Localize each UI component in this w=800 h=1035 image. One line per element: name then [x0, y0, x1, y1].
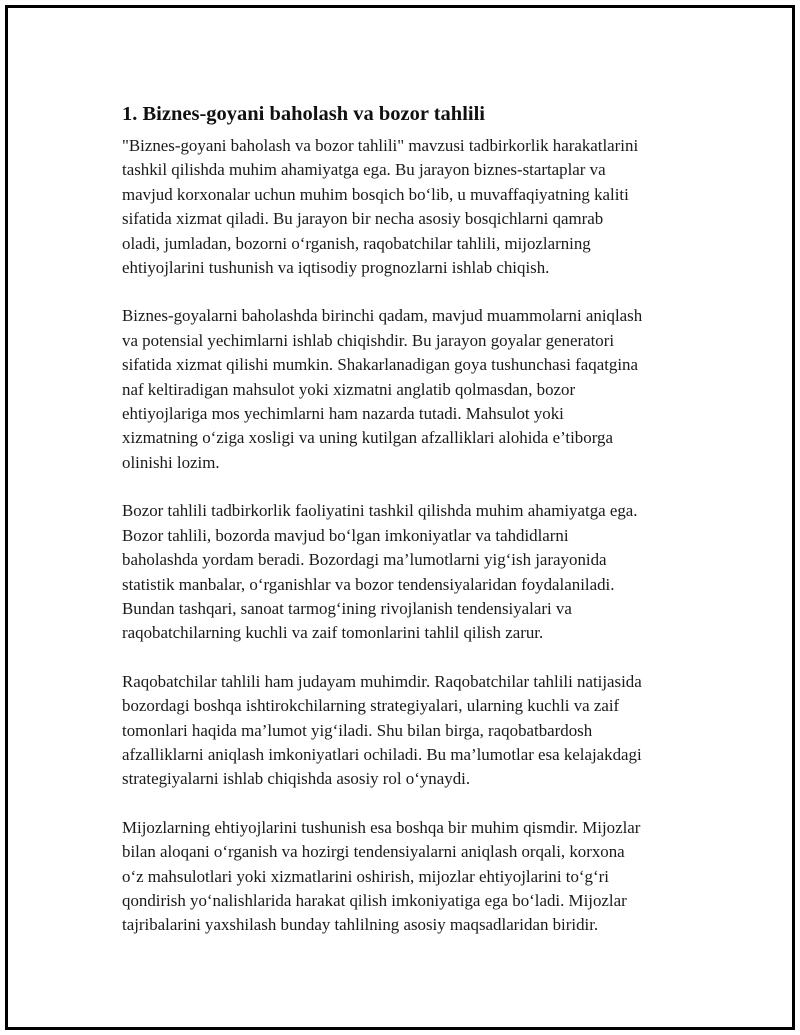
- text-line: tomonlari haqida ma’lumot yig‘iladi. Shu bilan birga, raqobatbardosh: [122, 720, 593, 740]
- text-line: Raqobatchilar tahlili ham judayam muhimdir. Raqobatchilar tahlili natijasida: [122, 671, 642, 691]
- text-line: bilan aloqani o‘rganish va hozirgi tendensiyalarni aniqlash orqali, korxona: [122, 842, 625, 862]
- paragraph-customer-needs: [122, 816, 697, 938]
- section-heading: 1. Biznes-goyani baholash va bozor tahlili: [122, 103, 485, 125]
- text-line: naf keltiradigan mahsulot yoki xizmatni anglatib qolmasdan, bozor: [122, 379, 576, 399]
- page-frame: [5, 5, 795, 1030]
- text-line: "Biznes-goyani baholash va bozor tahlili" mavzusi tadbirkorlik harakatlarini: [122, 136, 639, 155]
- text-line: mavjud korxonalar uchun muhim bosqich bo‘lib, u muvaffaqiyatning kaliti: [122, 184, 629, 204]
- text-line: tashkil qilishda muhim ahamiyatga ega. Bu jarayon biznes-startaplar va: [122, 160, 606, 180]
- text-line: ehtiyojlarini tushunish va iqtisodiy prognozlarni ishlab chiqish.: [122, 258, 550, 278]
- text-line: bozordagi boshqa ishtirokchilarning strategiyalari, ularning kuchli va zaif: [122, 696, 620, 716]
- text-line: Bundan tashqari, sanoat tarmog‘ining rivojlanish tendensiyalari va: [122, 598, 572, 618]
- document-body: [122, 100, 697, 962]
- text-line: baholashda yordam beradi. Bozordagi ma’lumotlarni yig‘ish jarayonida: [122, 550, 607, 570]
- text-line: Biznes-goyalarni baholashda birinchi qadam, mavjud muammolarni aniqlash: [122, 306, 643, 326]
- text-line: strategiyalarni ishlab chiqishda asosiy rol o‘ynaydi.: [122, 769, 471, 789]
- text-line: tajribalarini yaxshilash bunday tahlilning asosiy maqsadlaridan biridir.: [122, 915, 599, 935]
- text-line: afzalliklarni aniqlash imkoniyatlari ochiladi. Bu ma’lumotlar esa kelajakdagi: [122, 744, 642, 764]
- text-line: sifatida xizmat qiladi. Bu jarayon bir necha asosiy bosqichlarni qamrab: [122, 209, 604, 229]
- text-line: statistik manbalar, o‘rganishlar va bozor tendensiyalaridan foydalaniladi.: [122, 574, 615, 594]
- text-line: raqobatchilarning kuchli va zaif tomonlarini tahlil qilish zarur.: [122, 623, 544, 643]
- text-line: xizmatning o‘ziga xosligi va uning kutilgan afzalliklari alohida e’tiborga: [122, 428, 613, 448]
- text-line: Mijozlarning ehtiyojlarini tushunish esa boshqa bir muhim qismdir. Mijozlar: [122, 817, 641, 837]
- text-line: va potensial yechimlarni ishlab chiqishdir. Bu jarayon goyalar generatori: [122, 330, 615, 350]
- text-line: o‘z mahsulotlari yoki xizmatlarini oshirish, mijozlar ehtiyojlarini to‘g‘ri: [122, 866, 609, 886]
- text-line: qondirish yo‘nalishlarida harakat qilish imkoniyatiga ega bo‘ladi. Mijozlar: [122, 890, 627, 910]
- paragraph-competitor-analysis: [122, 670, 697, 792]
- paragraph-idea-evaluation: [122, 304, 697, 475]
- paragraph-market-analysis: [122, 499, 697, 645]
- paragraph-intro: [122, 134, 697, 280]
- text-line: Bozor tahlili tadbirkorlik faoliyatini tashkil qilishda muhim ahamiyatga ega.: [122, 501, 638, 521]
- text-line: Bozor tahlili, bozorda mavjud bo‘lgan imkoniyatlar va tahdidlarni: [122, 525, 569, 545]
- text-line: ehtiyojlariga mos yechimlarni ham nazarda tutadi. Mahsulot yoki: [122, 404, 564, 424]
- text-line: oladi, jumladan, bozorni o‘rganish, raqobatchilar tahlili, mijozlarning: [122, 233, 591, 253]
- text-line: olinishi lozim.: [122, 452, 220, 472]
- text-line: sifatida xizmat qilishi mumkin. Shakarlanadigan goya tushunchasi faqatgina: [122, 355, 638, 375]
